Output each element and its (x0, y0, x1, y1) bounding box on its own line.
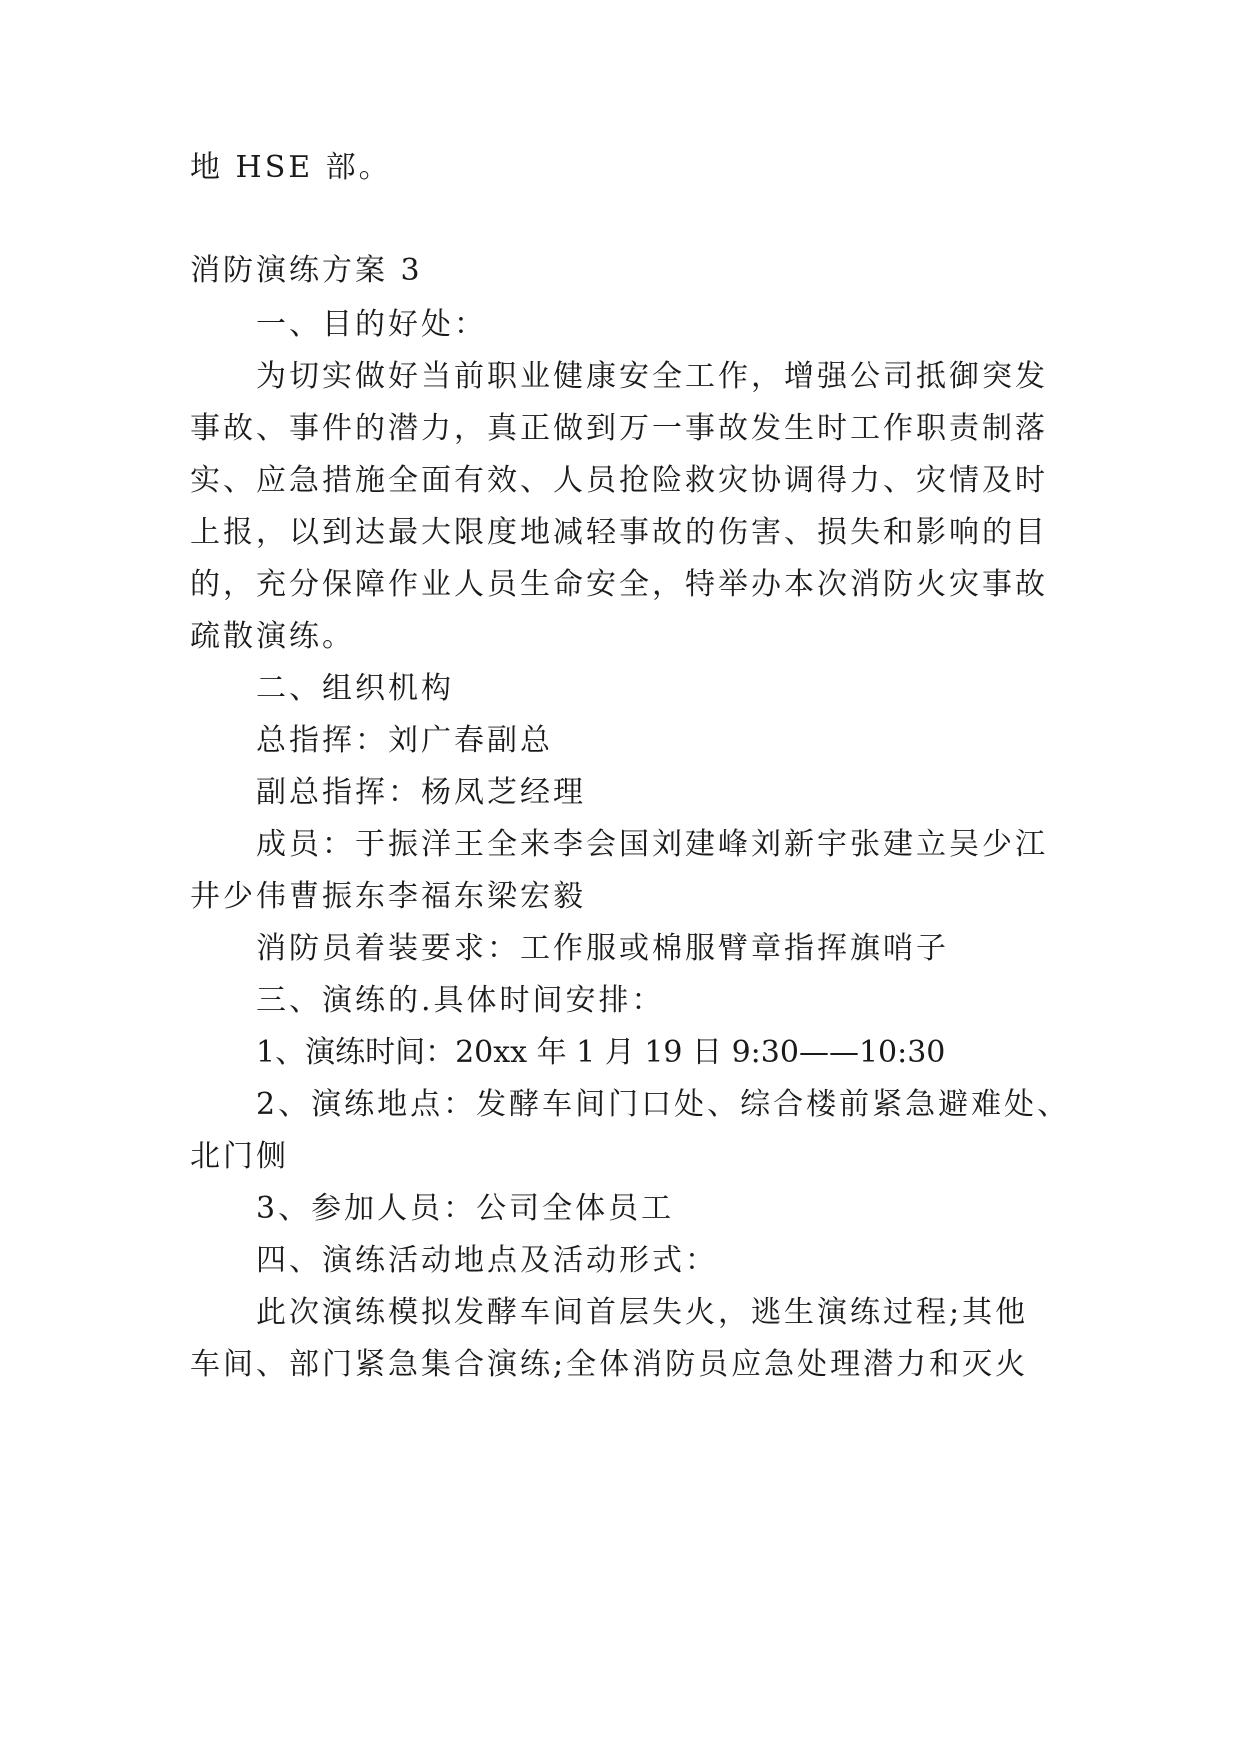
schedule-time-line: 1、演练时间：20xx 年 1 月 19 日 9:30——10:30 (256, 1035, 946, 1070)
paragraph-line: 此次演练模拟发酵车间首层失火，逃生演练过程;其他 (256, 1295, 1029, 1330)
paragraph-line: 上报，以到达最大限度地减轻事故的伤害、损失和影响的目 (190, 515, 1048, 550)
section-title: 消防演练方案 3 (190, 253, 423, 288)
schedule-location-line: 2、演练地点：发酵车间门口处、综合楼前紧急避难处、 (256, 1087, 1071, 1122)
members-line: 井少伟曹振东李福东梁宏毅 (190, 879, 586, 914)
heading-purpose: 一、目的好处： (256, 307, 487, 342)
heading-schedule: 三、演练的.具体时间安排： (256, 983, 665, 1018)
heading-activities: 四、演练活动地点及活动形式： (256, 1243, 718, 1278)
participants-line: 3、参加人员：公司全体员工 (256, 1191, 675, 1226)
schedule-location-line: 北门侧 (190, 1139, 289, 1174)
paragraph-line: 事故、事件的潜力，真正做到万一事故发生时工作职责制落 (190, 411, 1048, 446)
paragraph-line: 为切实做好当前职业健康安全工作，增强公司抵御突发 (256, 359, 1048, 394)
paragraph-line: 的，充分保障作业人员生命安全，特举办本次消防火灾事故 (190, 567, 1048, 602)
deputy-commander-line: 副总指挥：杨凤芝经理 (256, 775, 586, 810)
continuation-line: 地 HSE 部。 (190, 150, 392, 185)
paragraph-line: 车间、部门紧急集合演练;全体消防员应急处理潜力和灭火 (190, 1347, 1029, 1382)
heading-organization: 二、组织机构 (256, 671, 454, 706)
members-line: 成员：于振洋王全来李会国刘建峰刘新宇张建立吴少江 (256, 827, 1048, 862)
commander-line: 总指挥：刘广春副总 (256, 723, 553, 758)
attire-line: 消防员着装要求：工作服或棉服臂章指挥旗哨子 (256, 931, 949, 966)
paragraph-line: 疏散演练。 (190, 619, 355, 654)
paragraph-line: 实、应急措施全面有效、人员抢险救灾协调得力、灾情及时 (190, 463, 1048, 498)
